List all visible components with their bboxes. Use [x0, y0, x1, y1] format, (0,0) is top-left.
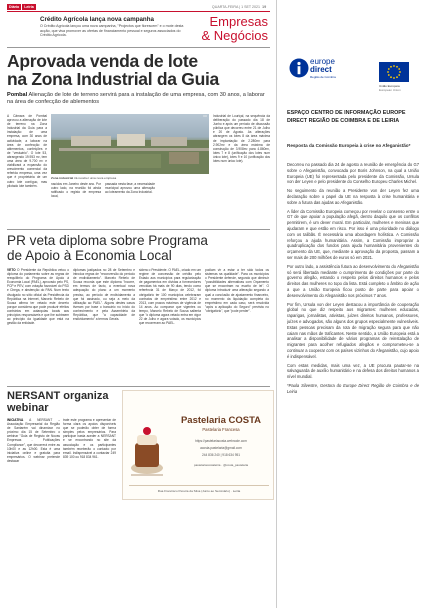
article1-col3: passada nesta fase, a necessidade municipal aprovou uma alteração ao loteamento da Zona Industrial. — [105, 182, 155, 195]
sidebar-subtitle: Resposta da Comissão Europeia à crise no Afeganistão* — [287, 143, 411, 148]
header-rule — [7, 11, 270, 12]
article2-col1 — [7, 268, 69, 383]
article3-col2: trate este programa e apresentar de forma clara os apoios disponíveis que se poderão obter de forma simples pelos empresários. Para participar basta aceder a NERSANT e se encontrando no site da associação e os participantes também receberão o contacto por email. Indispensável a contactar 249 839 100 ou 918 834 961. — [63, 418, 116, 459]
eu-flag — [379, 62, 409, 82]
kicker-text: O Crédito Agrícola lançou uma nova campanha, "Projectos que florescem" e o mote desta acção, que visa promover as ofertas de financiamento pessoal e seguros associados do Crédito Agrícola. — [40, 24, 184, 38]
article2-headline-1: PR veta diploma sobre Programa — [7, 233, 208, 248]
kicker-rule — [7, 47, 270, 48]
pastelaria-costa-ad[interactable] — [122, 390, 274, 500]
logo-line-2: direct — [310, 65, 332, 74]
ad-address: Rua Francisco Pereira da Silva (Junto ao Seminário) · Leiria — [129, 485, 269, 493]
article1-photo — [51, 114, 209, 174]
kicker-title: Crédito Agrícola lança nova campanha — [40, 16, 154, 23]
sidebar-p1: Decorreu no passado dia 24 de agosto a reunião de emergência do G7 sobre o Afeganistão, convocada por Boris Johnson, na qual a União Europeia (UE) foi representada pelo presidente da Comissão, Ursula von der Leyen e pelo presidente do Conselho Europeu Charles Michel. — [287, 162, 419, 185]
photo-caption-text: irá receber uma nova empresa — [74, 176, 117, 180]
ad-social[interactable]: pastelariacostaleiria · @costa_pastelaria — [193, 463, 249, 467]
sidebar-body — [287, 162, 419, 600]
article1-col1: A Câmara de Pombal aprovou a alienação de lote de terreno na Zona Industrial da Guia para a instalação de uma empresa, com 30 anos de actividade, a laborar na área de confecção de ablementos, confeições e de "vestuário". O lote 53, abrangendo 19.953 m², tem uma área de 9.700 m² e viabilizará a expansão do crescimento comercial da referida empresa, uma vez que é proprietária de um outro lote contíguo, mas pilotado lote também. — [7, 114, 47, 188]
sidebar-title: ESPAÇO CENTRO DE INFORMAÇÃO EUROPE DIRECT REGIÃO DE COIMBRA E DE LEIRIA — [287, 110, 406, 124]
article2-headline-2: de Apoio à Economia Local — [7, 248, 172, 263]
sidebar-p3: A líder da Comissão Europeia começou por revelar o consenso entre o G7 de que apoiar a população afegã, dentro daquilo que os conflitos permitirem, é um dever moral. Em particular, mulheres e meninas que ajudaram e que estão em risco. Por isso é uma prioridade no diálogo com os talibãs. É necessária uma abordagem holística. A Comissão reforçou a ajuda humanitária. Assim, a Comissão impropriar a quadruplicação dos fundos para ajuda humanitária provenientes do orçamento da UE, que, mediante a aprovação da proposta, passam a ser mais de 200 milhões de euros só em 2021. — [287, 208, 419, 260]
photo-caption — [51, 176, 209, 180]
logo-line-1: europe — [310, 57, 335, 66]
sidebar-p6: Com estas medidas, mais uma vez, a UE procura pautar-se na salvaguarda de auxílio humanitário e na defesa dos direitos humanos a nível mundial. — [287, 362, 419, 380]
article3-headline-2: webinar — [7, 402, 49, 414]
info-i-icon — [289, 58, 309, 78]
eu-stars-icon — [379, 62, 409, 82]
section-label-2: & Negócios — [201, 28, 268, 43]
article3-col1 — [7, 418, 60, 494]
section-tag — [7, 4, 36, 10]
page-number: 19 — [262, 5, 267, 9]
article2-col2: diplomas justiçados no 28 de Setembro e introduz regras de "reconversão do período de endividamento". Marcelo Rebelo de Sousa recorda que este diploma "incorre, em termos de facto, a eventual nova adequação do plano a um momento preciso, ao período de endividamento a que foi assinado, ou seja a meio da utilização ao PAEL". Alguns destes casos tiveram por base o bancário no início do conhecimento e pela Assembleia da República, que "a capacidade de endividamento" a termos Gerais. — [73, 268, 135, 322]
pastry-illustration-icon — [127, 413, 167, 483]
photo-credit: DR — [203, 115, 207, 118]
section-tag-label-2: Leiria — [24, 5, 34, 9]
sidebar-p4: Por outro lado, a assistência futura ao desenvolvimento do Afeganistão só será libertada mediante o cumprimento de condições por parte do governo afegão, estando o respeito pelos direitos humanos e pelos direitos das mulheres no topo da lista. Está completo o âmbito de ação a que a União Europeia ficou posto de parte para apoiar o desenvolvimento do Afeganistão nos próximos 7 anos. — [287, 263, 419, 298]
article1-col4: Industrial de Louriçal, na sequência da deliberação do passado dia 18 de Junho e após um período de discussão pública que decorreu entre 21 de Julho e 20 de Agosto. As alterações abrangem os lotes 8 da área máxima de implantação de 2.280m² para 2.902m² e da área máxima de construção de 3.908m² para 4.860m², lotes 7 e 8 (unificação dos lotes num único lote), lotes 9 e 10 (unificação dos lotes num único lote). — [213, 114, 270, 164]
article1-lead-bold: Pombal — [7, 92, 28, 98]
article3-col1-text: A NERSANT – Associação Empresarial da Região de Santarém vai dinamizar no próximo dia 15 de Setembro o webinar "Guia de Registo de Novas Empresas - Publicações Compliance", que decorrerá entre as 10h00 e as 12h00. Esta é uma iniciativa online e gratuita para empresários. O webinar pretende destacar — [7, 418, 60, 463]
sidebar — [276, 0, 430, 608]
article1-lead-text: Alienação de lote de terreno servirá para a instalação de uma empresa, com 30 anos, a laborar na área de confecção de ablementos — [7, 92, 265, 105]
article3-col1-bold: INICIATIVA — [7, 418, 24, 422]
sidebar-footnote: *Paula Silvestre, Gestora do Europe Direct Região de Coimbra e de Leiria — [287, 382, 419, 394]
sidebar-p2: No seguimento da reunião a Presidente von der Leyen fez uma declaração sobre o papel da UE na resposta à crise humanitária e sobre a futura das ajudas ao Afeganistão. — [287, 188, 419, 205]
eu-label-2: European Union — [379, 88, 401, 92]
ad-phones: 244 836 240 | 918 634 951 — [201, 453, 241, 457]
article2-col1-bold: VETO — [7, 268, 16, 272]
ad-subtitle: Pastelaria Francesa — [202, 427, 240, 432]
ad-brand: Pastelaria COSTA — [180, 415, 262, 426]
industrial-zone-image — [51, 114, 209, 174]
ad-email[interactable]: acosta.pastelaria@gmail.com — [200, 446, 242, 450]
photo-caption-bold: Zona industrial — [51, 176, 74, 180]
article1-headline-2: na Zona Industrial da Guia — [7, 69, 219, 89]
eu-label-1: União Europeia — [379, 84, 400, 88]
article1-col2: nacidos em Janeiro deste ano. Por outro lado, na reunião foi ainda ratificado o registo de empresa local, — [51, 182, 101, 199]
article2-col4: podiam vir a estar a ter sido todos os sistemas na qualidade". Para os municípios o Presidente defende, segundo que diminuir "possibilidades alternativas com Orçamento que se encontram no escrito de lei". O diploma introduzir uma alteração segundo a qual a conclusão de ajustamento financeiro, no momento da liquidação completa do empréstimo em cada caso, será resolvida "após a aplicação do Seguro" prevista no "obrigatório", que "pode perder". — [205, 268, 269, 313]
article2-col3: sidera o Presidente. O PAEL, criado em um regime de concessão de crédito pelo Estado aos municípios para regularização de pagamentos em dívidas a fornecedores vencidas há mais de 90 dias, tendo como referência 31 de Março de 2012, foi obrigatório ter 100 municípios celebraram contratos de empréstimo entre 2012 e 2013, com prazos máximos de vigência de 14 anos. Ao comparar que vigentes ou tempo, Marcelo Rebelo de Sousa salienta que "o diploma agora vetado entra em vigor 22 de Julho e agora votado, os municípios que recorreram ao PAEL. — [139, 268, 201, 326]
article3-headline-1: NERSANT organiza — [7, 390, 109, 402]
article2-col1-text: O Presidente da República vetou o diploma do parlamento sobre as regras de reequilibrio do Programa de Apoio à Economia Local (PAEL), aprovado pelo PS, PCP e PEV, com votação favorável do PSD e Chega, e abstenção do PAN. Num texto divulgado no sítio oficial da Presidência da República na Internet, Marcelo Rebelo de Sousa afirma ter vetado este decreto porque considera que pode produzir efeitos contrários em autarquias locais aos princípios responsáveis e que lhe subtraem ao princípio da igualdade que está na gestão da entidade. — [7, 268, 69, 326]
date-line: QUARTA-FEIRA | 1 SET 2021 — [211, 5, 260, 9]
sidebar-p5: Por fim, Ursula von der Leyen destacou a importância de cooperação global no que diz respeito aos migrantes: mulheres educadas, raparigas, jornalistas, ativistas, juízes direitos humanos, professores, juízes e advogados, são alguns dos grupos especialmente vulneráveis. Estas pessoas precisam da rota de migração segura para que não caiam nas mãos de traficantes. Neste sentido, a União Europeia está a analisar a disponibilidade de vários programas de reinstalação de migrantes para acolher refugiados afegãos e comprometeu-se a continuar a cooperar com os países vizinhos do Afeganistão, cujo apoio é indispensável. — [287, 301, 419, 359]
section-label-1: Empresas — [209, 14, 268, 29]
section-tag-label: Diário — [9, 5, 20, 9]
europe-direct-logo — [289, 58, 335, 98]
article1-headline-1: Aprovada venda de lote — [7, 51, 198, 71]
article2-rule — [7, 386, 270, 387]
article1-rule — [7, 229, 270, 230]
logo-sub: Região de Coimbra — [310, 75, 336, 79]
article1-lead — [7, 92, 269, 105]
ad-url[interactable]: https://pastelariacosta.webnode.com — [195, 439, 247, 443]
